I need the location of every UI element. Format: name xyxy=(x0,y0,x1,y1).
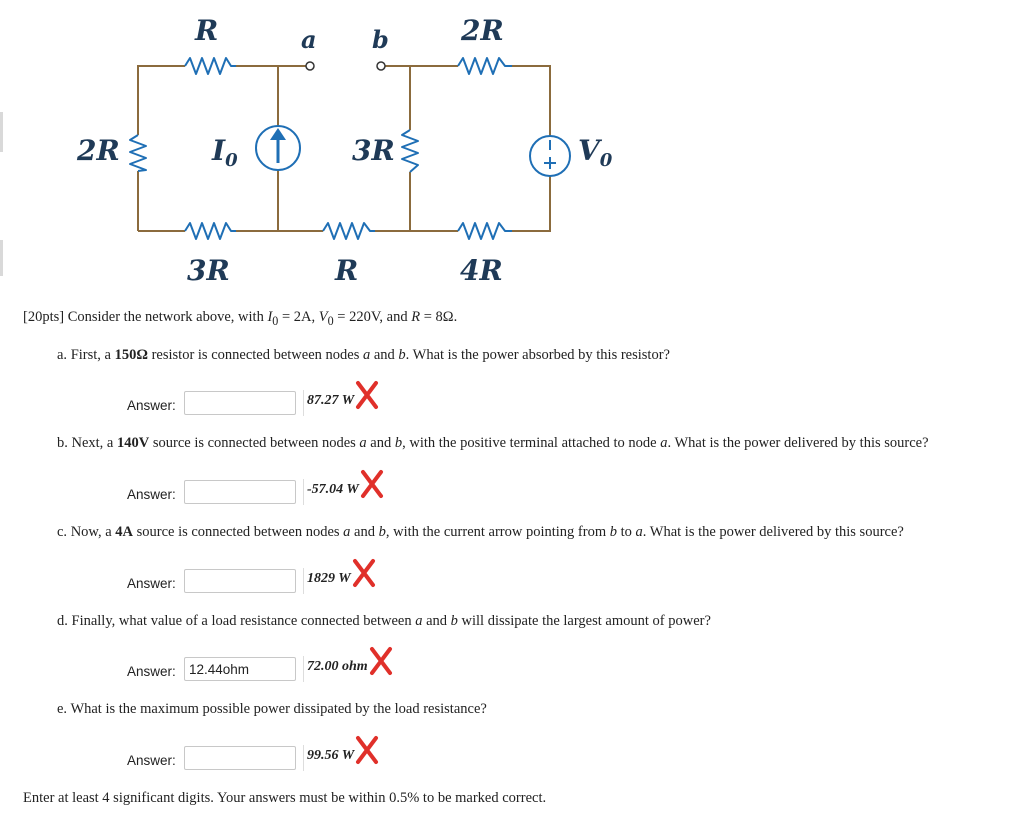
x-mark-icon xyxy=(355,735,379,765)
answer-input-c[interactable] xyxy=(184,569,296,593)
correct-answer-e: 99.56 W xyxy=(307,735,379,765)
instructions-footer: Enter at least 4 significant digits. Your answers must be within 0.5% to be marked correct. xyxy=(23,790,547,806)
question-d: d. Finally, what value of a load resistance connected between a and b will dissipate the largest amount of power? xyxy=(57,613,711,629)
resistor-3r-middle xyxy=(402,130,418,172)
divider xyxy=(303,390,304,416)
label-2r-left: 2R xyxy=(77,134,120,167)
answer-label: Answer: xyxy=(127,664,176,679)
correct-answer-a: 87.27 W xyxy=(307,380,379,410)
divider xyxy=(303,745,304,771)
x-mark-icon xyxy=(360,469,384,499)
label-r-top: R xyxy=(195,14,219,47)
answer-label: Answer: xyxy=(127,753,176,768)
circuit-components xyxy=(130,58,570,239)
answer-label: Answer: xyxy=(127,576,176,591)
x-mark-icon xyxy=(352,558,376,588)
x-mark-icon xyxy=(369,646,393,676)
answer-input-e[interactable] xyxy=(184,746,296,770)
label-4r-bottom: 4R xyxy=(460,254,503,287)
node-b-terminal xyxy=(377,62,385,70)
circuit-diagram xyxy=(0,0,640,300)
label-2r-top: 2R xyxy=(461,14,504,47)
resistor-3r-bottom xyxy=(185,223,236,239)
question-c: c. Now, a 4A source is connected between nodes a and b, with the current arrow pointing from b to a. What is the power delivered by this source? xyxy=(57,524,904,540)
label-i0: $I_0$ xyxy=(212,134,238,171)
node-a-terminal xyxy=(306,62,314,70)
correct-answer-d: 72.00 ohm xyxy=(307,646,393,676)
answer-label: Answer: xyxy=(127,487,176,502)
question-e: e. What is the maximum possible power dissipated by the load resistance? xyxy=(57,701,487,717)
question-b: b. Next, a 140V source is connected between nodes a and b, with the positive terminal attached to node a. What is the power delivered by this source? xyxy=(57,435,929,451)
correct-answer-b: -57.04 W xyxy=(307,469,384,499)
answer-input-a[interactable] xyxy=(184,391,296,415)
problem-intro: [20pts] Consider the network above, with $I_0 = 2A$, $V_0 = 220V$, and R = 8Ω. xyxy=(23,309,458,328)
question-a: a. First, a 150Ω resistor is connected between nodes a and b. What is the power absorbed by this resistor? xyxy=(57,347,670,363)
label-3r-middle: 3R xyxy=(352,134,395,167)
answer-input-b[interactable] xyxy=(184,480,296,504)
x-mark-icon xyxy=(355,380,379,410)
label-node-a: a xyxy=(301,25,317,54)
label-v0: $V_0$ xyxy=(578,134,613,171)
circuit-wires xyxy=(138,66,550,231)
resistor-4r-bottom xyxy=(458,223,512,239)
answer-input-d[interactable] xyxy=(184,657,296,681)
resistor-r-bottom xyxy=(323,223,375,239)
label-3r-bottom: 3R xyxy=(187,254,230,287)
resistor-2r-left xyxy=(130,135,146,171)
divider xyxy=(303,656,304,682)
resistor-2r-top xyxy=(458,58,512,74)
resistor-r-top xyxy=(185,58,236,74)
divider xyxy=(303,568,304,594)
label-node-b: b xyxy=(372,25,389,54)
label-r-bottom: R xyxy=(335,254,359,287)
correct-answer-c: 1829 W xyxy=(307,558,376,588)
divider xyxy=(303,479,304,505)
answer-label: Answer: xyxy=(127,398,176,413)
